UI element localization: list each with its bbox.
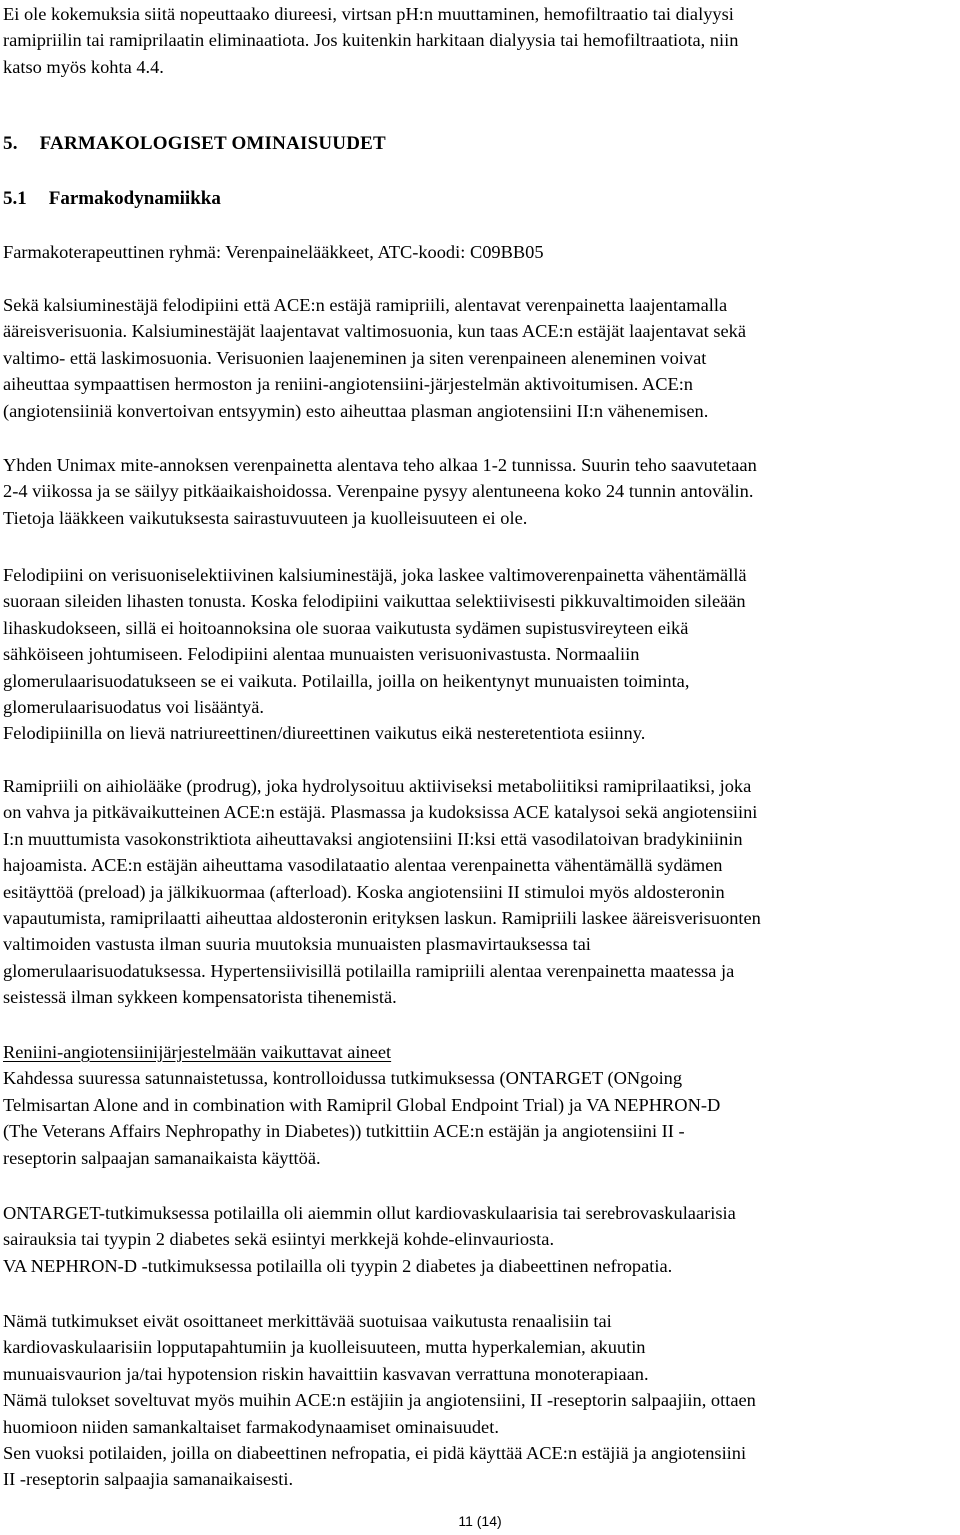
- felodipine-paragraph: [3, 562, 953, 747]
- mechanism-paragraph: [3, 292, 953, 424]
- text-line: glomerulaarisuodatus voi lisääntyä.: [3, 697, 264, 718]
- text-line: valtimo- että laskimosuonia. Verisuonien laajeneminen ja siten verenpaineen aleneminen voivat: [3, 347, 707, 368]
- atc-paragraph: [3, 239, 953, 265]
- text-line: Sekä kalsiuminestäjä felodipiini että ACE:n estäjä ramipriili, alentavat verenpainetta laajentamalla: [3, 295, 728, 315]
- text-line: 2-4 viikossa ja se säilyy pitkäaikaishoidossa. Verenpaine pysyy alentuneena koko 24 tunnin antovälin.: [3, 481, 754, 502]
- text-line: Felodipiini on verisuoniselektiivinen kalsiuminestäjä, joka laskee valtimoverenpainetta vähentämällä: [3, 565, 747, 585]
- text-line: (The Veterans Affairs Nephropathy in Diabetes)) tutkittiin ACE:n estäjän ja angiotensiini II -: [3, 1121, 685, 1142]
- text-line: Felodipiinilla on lievä natriureettinen/diureettinen vaikutus eikä nesteretentiota esiinny.: [3, 723, 646, 744]
- text-line: ääreisverisuonia. Kalsiuminestäjät laajentavat valtimosuonia, kun taas ACE:n estäjät laajentavat sekä: [3, 321, 747, 342]
- section-5-heading: [3, 131, 386, 157]
- text-line: ONTARGET-tutkimuksessa potilailla oli aiemmin ollut kardiovaskulaarisia tai serebrovaskulaarisia: [3, 1203, 736, 1223]
- text-line: vapautumista, ramiprilaatti aiheuttaa aldosteronin erityksen laskun. Ramipriili laskee ääreisverisuonten: [3, 908, 761, 929]
- page-number: 11 (14): [458, 1513, 502, 1529]
- text-line: Nämä tutkimukset eivät osoittaneet merkittävää suotuisaa vaikutusta renaalisiin tai: [3, 1311, 612, 1331]
- text-line: Yhden Unimax mite-annoksen verenpainetta alentava teho alkaa 1-2 tunnissa. Suurin teho saavutetaan: [3, 455, 757, 475]
- section-title: FARMAKOLOGISET OMINAISUUDET: [39, 133, 386, 154]
- section-5-1-heading: [3, 186, 221, 212]
- effect-paragraph: [3, 452, 953, 531]
- subsection-title: Farmakodynamiikka: [48, 188, 221, 209]
- text-line: lihaskudokseen, sillä ei hoitoannoksina ole suoraa vaikutusta sydämen supistusvireyteen eikä: [3, 617, 689, 638]
- text-line: VA NEPHRON-D -tutkimuksessa potilailla oli tyypin 2 diabetes ja diabeettinen nefropatia.: [3, 1255, 673, 1276]
- text-line: katso myös kohta 4.4.: [3, 56, 164, 77]
- results-paragraph: [3, 1308, 953, 1493]
- text-line: ramipriilin tai ramiprilaatin eliminaatiota. Jos kuitenkin harkitaan dialyysia tai hemofiltraatiota, niin: [3, 30, 739, 51]
- text-line: esitäyttöä (preload) ja jälkikuormaa (afterload). Koska angiotensiini II stimuloi myös aldosteronin: [3, 881, 725, 902]
- text-line: Tietoja lääkkeen vaikutuksesta sairastuvuuteen ja kuolleisuuteen ei ole.: [3, 507, 528, 528]
- ramipril-paragraph: [3, 773, 953, 1011]
- raas-paragraph: [3, 1039, 953, 1171]
- subsection-number: 5.1: [3, 188, 27, 209]
- ontarget-paragraph: [3, 1200, 953, 1279]
- text-line: Ramipriili on aihiolääke (prodrug), joka hydrolysoituu aktiiviseksi metaboliitiksi ramiprilaatiksi, joka: [3, 776, 752, 796]
- text-line: Telmisartan Alone and in combination with Ramipril Global Endpoint Trial) ja VA NEPHRON-D: [3, 1094, 721, 1115]
- text-line: suoraan sileiden lihasten tonusta. Koska felodipiini vaikuttaa selektiivisesti pikkuvaltimoiden sileään: [3, 591, 746, 612]
- text-line: hajoamista. ACE:n estäjän aiheuttama vasodilataatio alentaa verenpainetta vähentämällä sydämen: [3, 855, 723, 876]
- text-line: II -reseptorin salpaajia samanaikaisesti.: [3, 1469, 294, 1490]
- text-line: glomerulaarisuodatukseen se ei vaikuta. Potilailla, joilla on heikentynyt munuaisten toiminta,: [3, 670, 690, 691]
- text-line: glomerulaarisuodatuksessa. Hypertensiivisillä potilailla ramipriili alentaa verenpainetta maatessa ja: [3, 960, 735, 981]
- text-line: (angiotensiiniä konvertoivan entsyymin) esto aiheuttaa plasman angiotensiini II:n vähenemisen.: [3, 400, 709, 421]
- text-line: seistessä ilman sykkeen kompensatorista tihenemistä.: [3, 987, 397, 1008]
- text-line: I:n muuttumista vasokonstriktiota aiheuttavaksi angiotensiini II:ksi että vasodilatoivan bradykiniinin: [3, 828, 743, 849]
- text-line: valtimoiden vastusta ilman suuria muutoksia munuaisten plasmavirtauksessa tai: [3, 934, 591, 955]
- text-line: Nämä tulokset soveltuvat myös muihin ACE:n estäjiin ja angiotensiini, II -reseptorin salpaajiin, ottaen: [3, 1390, 756, 1411]
- text-line: kardiovaskulaarisiin lopputapahtumiin ja kuolleisuuteen, mutta hyperkalemian, akuutin: [3, 1337, 646, 1358]
- text-line: Farmakoterapeuttinen ryhmä: Verenpainelääkkeet, ATC-koodi: C09BB05: [3, 242, 544, 262]
- intro-paragraph: [3, 1, 953, 80]
- text-line: Sen vuoksi potilaiden, joilla on diabeettinen nefropatia, ei pidä käyttää ACE:n estäjiä ja angiotensiini: [3, 1443, 747, 1464]
- text-line: reseptorin salpaajan samanaikaista käyttöä.: [3, 1147, 321, 1168]
- raas-heading: Reniini-angiotensiinijärjestelmään vaikuttavat aineet: [3, 1042, 392, 1062]
- section-number: 5.: [3, 133, 18, 154]
- text-line: munuaisvaurion ja/tai hypotension riskin havaittiin kasvavan verrattuna monoterapiaan.: [3, 1363, 649, 1384]
- text-line: sähköiseen johtumiseen. Felodipiini alentaa munuaisten verisuonivastusta. Normaaliin: [3, 644, 640, 665]
- text-line: aiheuttaa sympaattisen hermoston ja reniini-angiotensiini-järjestelmän aktivoitumisen. ACE:n: [3, 374, 693, 395]
- text-line: on vahva ja pitkävaikutteinen ACE:n estäjä. Plasmassa ja kudoksissa ACE katalysoi sekä angiotensiini: [3, 802, 758, 823]
- text-line: Ei ole kokemuksia siitä nopeuttaako diureesi, virtsan pH:n muuttaminen, hemofiltraatio tai dialyysi: [3, 4, 734, 24]
- text-line: huomioon niiden samankaltaiset farmakodynaamiset ominaisuudet.: [3, 1416, 499, 1437]
- text-line: sairauksia tai tyypin 2 diabetes sekä esiintyi merkkejä kohde-elinvauriosta.: [3, 1229, 555, 1250]
- text-line: Kahdessa suuressa satunnaistetussa, kontrolloidussa tutkimuksessa (ONTARGET (ONgoing: [3, 1068, 683, 1089]
